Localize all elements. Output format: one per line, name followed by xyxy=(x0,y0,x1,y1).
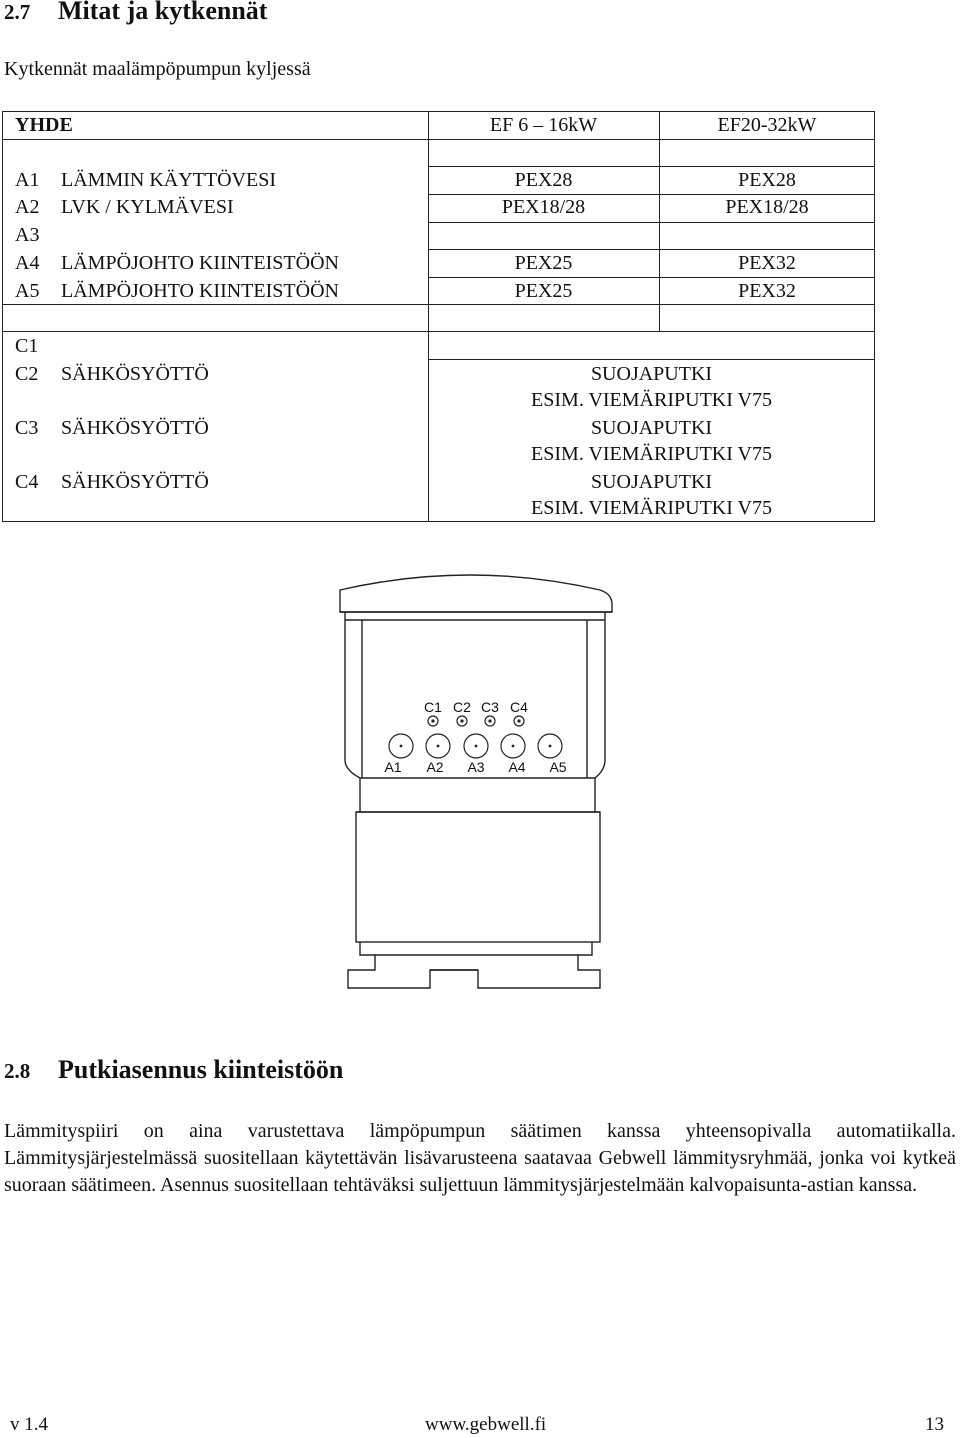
body-paragraph xyxy=(4,1118,956,1199)
top-cap-shape xyxy=(340,575,612,612)
c2-label: C2 xyxy=(453,699,471,715)
row-line1: SUOJAPUTKI xyxy=(590,363,713,385)
table-header-col2: EF20-32kW xyxy=(717,114,817,136)
footer-version: v 1.4 xyxy=(10,1414,48,1435)
row-code: C3 xyxy=(15,417,39,439)
a5-label: A5 xyxy=(549,759,567,775)
row-name: LVK / KYLMÄVESI xyxy=(61,196,234,218)
row-code: A1 xyxy=(15,169,40,191)
row-code: A3 xyxy=(15,224,40,246)
row-name: LÄMPÖJOHTO KIINTEISTÖÖN xyxy=(61,252,339,274)
row-name: LÄMMIN KÄYTTÖVESI xyxy=(61,169,276,191)
connector-a3 xyxy=(464,734,488,775)
row-line2: ESIM. VIEMÄRIPUTKI V75 xyxy=(531,389,772,411)
row-code: A5 xyxy=(15,280,40,302)
connector-a1 xyxy=(384,734,413,775)
row-col1: PEX25 xyxy=(514,280,573,302)
row-code: C4 xyxy=(15,471,39,493)
connector-a4 xyxy=(501,734,526,775)
connector-c3 xyxy=(481,699,499,726)
connector-c1 xyxy=(424,699,442,726)
connector-a2 xyxy=(426,734,450,775)
section-heading-2-7 xyxy=(4,0,267,26)
row-name: SÄHKÖSYÖTTÖ xyxy=(61,471,209,493)
row-code: C2 xyxy=(15,363,39,385)
connector-c2 xyxy=(453,699,471,726)
a-connectors xyxy=(384,734,566,775)
row-line2: ESIM. VIEMÄRIPUTKI V75 xyxy=(531,497,772,519)
section-title: Mitat ja kytkennät xyxy=(58,0,268,25)
row-code: A4 xyxy=(15,252,40,274)
row-line2: ESIM. VIEMÄRIPUTKI V75 xyxy=(531,443,772,465)
row-line1: SUOJAPUTKI xyxy=(590,417,713,439)
row-col2: PEX18/28 xyxy=(725,196,809,218)
row-col2: PEX32 xyxy=(738,252,796,274)
row-name: LÄMPÖJOHTO KIINTEISTÖÖN xyxy=(61,280,339,302)
heat-pump-connections-diagram xyxy=(300,560,640,1000)
c3-label: C3 xyxy=(481,699,499,715)
section-title: Putkiasennus kiinteistöön xyxy=(58,1055,344,1084)
row-code: C1 xyxy=(15,335,39,357)
row-col2: PEX32 xyxy=(738,280,796,302)
row-line1: SUOJAPUTKI xyxy=(590,471,713,493)
row-name: SÄHKÖSYÖTTÖ xyxy=(61,363,209,385)
footer-website: www.gebwell.fi xyxy=(425,1414,547,1435)
connector-a5 xyxy=(538,734,567,775)
section-number: 2.8 xyxy=(4,1059,31,1083)
a4-label: A4 xyxy=(508,759,526,775)
connections-table xyxy=(2,111,875,522)
section-number: 2.7 xyxy=(4,0,31,24)
row-col1: PEX28 xyxy=(514,169,573,191)
paragraph-text: Lämmityspiiri on aina varustettava lämpöpumpun säätimen kanssa yhteensopivalla automatiikalla. Lämmitysjärjestelmässä suositellaan käytettävän lisävarusteena saatavaa Gebwell lämmitysryhmää, jonka voi kytkeä suoraan säätimeen. Asennus suositellaan tehtäväksi suljettuun lämmitysjärjestelmään kalvopaisunta-astian kanssa. xyxy=(4,1120,956,1196)
table-header-label: YHDE xyxy=(15,114,73,136)
table-header-col1: EF 6 – 16kW xyxy=(489,114,598,136)
c-connectors xyxy=(424,699,528,726)
a2-label: A2 xyxy=(426,759,444,775)
row-col1: PEX18/28 xyxy=(501,196,586,218)
row-col1: PEX25 xyxy=(514,252,573,274)
row-code: A2 xyxy=(15,196,40,218)
a3-label: A3 xyxy=(467,759,485,775)
c1-label: C1 xyxy=(424,699,442,715)
c4-label: C4 xyxy=(510,699,528,715)
section-heading-2-8 xyxy=(4,1055,343,1085)
row-name: SÄHKÖSYÖTTÖ xyxy=(61,417,209,439)
row-col2: PEX28 xyxy=(738,169,796,191)
footer-page-number: 13 xyxy=(925,1414,944,1435)
connector-c4 xyxy=(510,699,528,726)
intro-text: Kytkennät maalämpöpumpun kyljessä xyxy=(4,58,311,80)
a1-label: A1 xyxy=(384,759,402,775)
